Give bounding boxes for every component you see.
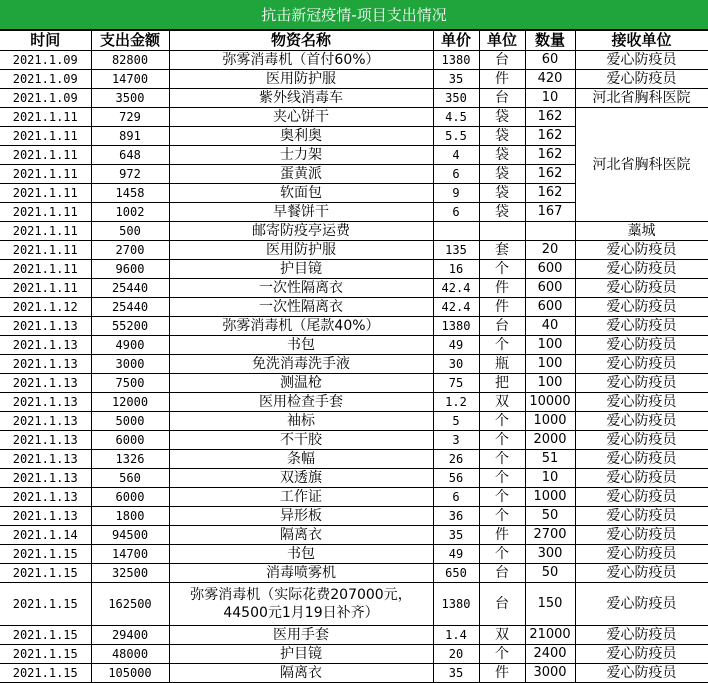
cell-price: 42.4 (433, 298, 479, 317)
cell-date: 2021.1.13 (0, 374, 91, 393)
cell-unit: 套 (479, 241, 525, 260)
cell-price: 6 (433, 203, 479, 222)
cell-unit: 个 (479, 545, 525, 564)
cell-item: 弥雾消毒机（首付60%） (169, 51, 433, 70)
cell-qty: 51 (525, 450, 575, 469)
cell-date: 2021.1.11 (0, 260, 91, 279)
cell-unit: 个 (479, 260, 525, 279)
cell-price: 1380 (433, 317, 479, 336)
cell-unit: 件 (479, 526, 525, 545)
cell-item: 邮寄防疫亭运费 (169, 222, 433, 241)
cell-recv: 爱心防疫员 (575, 51, 708, 70)
cell-qty: 1000 (525, 488, 575, 507)
cell-date: 2021.1.09 (0, 70, 91, 89)
cell-date: 2021.1.15 (0, 645, 91, 664)
cell-unit: 个 (479, 336, 525, 355)
cell-qty: 50 (525, 507, 575, 526)
cell-amount: 6000 (91, 488, 169, 507)
cell-price: 5 (433, 412, 479, 431)
header-item: 物资名称 (169, 31, 433, 51)
cell-qty: 10 (525, 89, 575, 108)
cell-amount: 1326 (91, 450, 169, 469)
cell-price: 35 (433, 664, 479, 683)
cell-amount: 2700 (91, 241, 169, 260)
header-amount: 支出金额 (91, 31, 169, 51)
cell-date: 2021.1.14 (0, 526, 91, 545)
cell-unit: 袋 (479, 165, 525, 184)
cell-item: 弥雾消毒机（尾款40%） (169, 317, 433, 336)
cell-recv-merged: 河北省胸科医院 (575, 108, 708, 222)
cell-qty: 2000 (525, 431, 575, 450)
cell-item: 弥雾消毒机（实际花费207000元，44500元1月19日补齐） (169, 583, 433, 626)
cell-qty: 60 (525, 51, 575, 70)
cell-amount: 48000 (91, 645, 169, 664)
cell-price: 6 (433, 488, 479, 507)
cell-amount: 1458 (91, 184, 169, 203)
cell-item: 医用手套 (169, 626, 433, 645)
cell-date: 2021.1.11 (0, 222, 91, 241)
cell-amount: 25440 (91, 298, 169, 317)
cell-price: 26 (433, 450, 479, 469)
cell-price: 350 (433, 89, 479, 108)
header-row (0, 31, 708, 51)
cell-qty: 162 (525, 165, 575, 184)
cell-price: 75 (433, 374, 479, 393)
cell-qty: 162 (525, 146, 575, 165)
cell-item: 紫外线消毒车 (169, 89, 433, 108)
table-row (0, 241, 708, 260)
cell-price (433, 222, 479, 241)
cell-item: 测温枪 (169, 374, 433, 393)
cell-recv: 爱心防疫员 (575, 431, 708, 450)
cell-price: 1380 (433, 51, 479, 70)
cell-amount: 500 (91, 222, 169, 241)
cell-date: 2021.1.15 (0, 664, 91, 683)
cell-item: 士力架 (169, 146, 433, 165)
cell-unit (479, 222, 525, 241)
cell-recv: 爱心防疫员 (575, 545, 708, 564)
table-row (0, 336, 708, 355)
cell-date: 2021.1.11 (0, 241, 91, 260)
cell-date: 2021.1.11 (0, 108, 91, 127)
cell-amount: 32500 (91, 564, 169, 583)
header-date: 时间 (0, 31, 91, 51)
cell-price: 1.4 (433, 626, 479, 645)
table-row (0, 664, 708, 683)
cell-item: 异形板 (169, 507, 433, 526)
cell-amount: 1800 (91, 507, 169, 526)
cell-qty: 100 (525, 355, 575, 374)
cell-item: 双透旗 (169, 469, 433, 488)
cell-price: 4 (433, 146, 479, 165)
header-recv: 接收单位 (575, 31, 708, 51)
cell-item: 护目镜 (169, 645, 433, 664)
cell-date: 2021.1.15 (0, 545, 91, 564)
cell-amount: 12000 (91, 393, 169, 412)
cell-price: 49 (433, 336, 479, 355)
cell-date: 2021.1.13 (0, 412, 91, 431)
cell-recv: 爱心防疫员 (575, 526, 708, 545)
cell-price: 42.4 (433, 279, 479, 298)
cell-qty: 10 (525, 469, 575, 488)
cell-price: 1380 (433, 583, 479, 626)
cell-recv: 爱心防疫员 (575, 241, 708, 260)
cell-item: 医用防护服 (169, 70, 433, 89)
cell-date: 2021.1.11 (0, 127, 91, 146)
cell-qty: 420 (525, 70, 575, 89)
cell-item: 软面包 (169, 184, 433, 203)
cell-item: 医用检查手套 (169, 393, 433, 412)
table-row (0, 488, 708, 507)
cell-price: 30 (433, 355, 479, 374)
cell-amount: 891 (91, 127, 169, 146)
cell-amount: 3000 (91, 355, 169, 374)
cell-amount: 9600 (91, 260, 169, 279)
cell-unit: 件 (479, 279, 525, 298)
cell-amount: 6000 (91, 431, 169, 450)
table-row (0, 583, 708, 626)
table-row (0, 70, 708, 89)
cell-unit: 件 (479, 664, 525, 683)
cell-recv: 爱心防疫员 (575, 374, 708, 393)
cell-item: 隔离衣 (169, 526, 433, 545)
cell-amount: 25440 (91, 279, 169, 298)
cell-recv: 爱心防疫员 (575, 626, 708, 645)
header-unit: 单位 (479, 31, 525, 51)
table-row (0, 260, 708, 279)
cell-item: 早餐饼干 (169, 203, 433, 222)
table-row (0, 469, 708, 488)
cell-qty: 3000 (525, 664, 575, 683)
cell-unit: 台 (479, 583, 525, 626)
cell-qty: 21000 (525, 626, 575, 645)
cell-date: 2021.1.09 (0, 51, 91, 70)
cell-item: 书包 (169, 545, 433, 564)
cell-amount: 162500 (91, 583, 169, 626)
cell-unit: 个 (479, 469, 525, 488)
cell-date: 2021.1.13 (0, 336, 91, 355)
table-row (0, 545, 708, 564)
cell-price: 9 (433, 184, 479, 203)
cell-amount: 1002 (91, 203, 169, 222)
cell-qty: 600 (525, 260, 575, 279)
cell-unit: 袋 (479, 108, 525, 127)
cell-recv: 爱心防疫员 (575, 260, 708, 279)
cell-recv: 爱心防疫员 (575, 70, 708, 89)
cell-recv: 爱心防疫员 (575, 336, 708, 355)
table-row (0, 279, 708, 298)
cell-qty: 150 (525, 583, 575, 626)
table-row (0, 507, 708, 526)
cell-date: 2021.1.13 (0, 393, 91, 412)
cell-qty: 162 (525, 184, 575, 203)
table-row (0, 431, 708, 450)
table-body (0, 51, 708, 683)
cell-price: 35 (433, 70, 479, 89)
cell-unit: 台 (479, 317, 525, 336)
table-row (0, 355, 708, 374)
cell-item: 一次性隔离衣 (169, 279, 433, 298)
cell-date: 2021.1.13 (0, 507, 91, 526)
cell-unit: 双 (479, 393, 525, 412)
header-price: 单价 (433, 31, 479, 51)
cell-date: 2021.1.13 (0, 317, 91, 336)
cell-recv: 爱心防疫员 (575, 298, 708, 317)
table-row (0, 626, 708, 645)
cell-recv: 爱心防疫员 (575, 564, 708, 583)
cell-item: 奥利奥 (169, 127, 433, 146)
table-row (0, 374, 708, 393)
table-row (0, 412, 708, 431)
cell-recv: 爱心防疫员 (575, 469, 708, 488)
cell-amount: 29400 (91, 626, 169, 645)
cell-recv: 爱心防疫员 (575, 664, 708, 683)
cell-amount: 4900 (91, 336, 169, 355)
cell-qty: 50 (525, 564, 575, 583)
table-row (0, 317, 708, 336)
cell-unit: 袋 (479, 203, 525, 222)
table-row (0, 298, 708, 317)
cell-amount: 14700 (91, 70, 169, 89)
table-row (0, 526, 708, 545)
cell-qty (525, 222, 575, 241)
cell-item: 隔离衣 (169, 664, 433, 683)
cell-item: 书包 (169, 336, 433, 355)
cell-price: 16 (433, 260, 479, 279)
cell-price: 135 (433, 241, 479, 260)
cell-date: 2021.1.13 (0, 488, 91, 507)
cell-qty: 300 (525, 545, 575, 564)
cell-item: 蛋黄派 (169, 165, 433, 184)
cell-recv: 爱心防疫员 (575, 393, 708, 412)
table-row (0, 51, 708, 70)
cell-unit: 双 (479, 626, 525, 645)
cell-qty: 40 (525, 317, 575, 336)
table-row (0, 564, 708, 583)
cell-qty: 600 (525, 298, 575, 317)
cell-recv: 爱心防疫员 (575, 412, 708, 431)
cell-price: 49 (433, 545, 479, 564)
cell-item: 消毒喷雾机 (169, 564, 433, 583)
cell-item: 夹心饼干 (169, 108, 433, 127)
cell-date: 2021.1.13 (0, 469, 91, 488)
cell-item: 免洗消毒洗手液 (169, 355, 433, 374)
cell-qty: 2700 (525, 526, 575, 545)
cell-item: 工作证 (169, 488, 433, 507)
cell-date: 2021.1.15 (0, 626, 91, 645)
cell-recv: 爱心防疫员 (575, 645, 708, 664)
sheet-title: 抗击新冠疫情-项目支出情况 (0, 0, 708, 30)
cell-item: 不干胶 (169, 431, 433, 450)
cell-unit: 件 (479, 70, 525, 89)
cell-unit: 个 (479, 412, 525, 431)
cell-amount: 82800 (91, 51, 169, 70)
cell-date: 2021.1.12 (0, 298, 91, 317)
cell-recv: 爱心防疫员 (575, 450, 708, 469)
cell-recv: 爱心防疫员 (575, 488, 708, 507)
cell-unit: 台 (479, 564, 525, 583)
cell-amount: 560 (91, 469, 169, 488)
cell-unit: 台 (479, 89, 525, 108)
table-row (0, 108, 708, 127)
cell-price: 650 (433, 564, 479, 583)
cell-price: 20 (433, 645, 479, 664)
cell-qty: 162 (525, 127, 575, 146)
cell-qty: 100 (525, 374, 575, 393)
cell-price: 3 (433, 431, 479, 450)
cell-unit: 瓶 (479, 355, 525, 374)
cell-qty: 167 (525, 203, 575, 222)
cell-amount: 972 (91, 165, 169, 184)
cell-unit: 个 (479, 507, 525, 526)
cell-unit: 台 (479, 51, 525, 70)
cell-qty: 20 (525, 241, 575, 260)
cell-recv: 爱心防疫员 (575, 279, 708, 298)
cell-item: 医用防护服 (169, 241, 433, 260)
cell-item: 条幅 (169, 450, 433, 469)
cell-recv: 爱心防疫员 (575, 317, 708, 336)
cell-price: 36 (433, 507, 479, 526)
cell-amount: 648 (91, 146, 169, 165)
cell-price: 4.5 (433, 108, 479, 127)
cell-price: 56 (433, 469, 479, 488)
cell-date: 2021.1.11 (0, 165, 91, 184)
cell-amount: 5000 (91, 412, 169, 431)
cell-recv: 爱心防疫员 (575, 583, 708, 626)
expense-table (0, 30, 708, 683)
table-row (0, 393, 708, 412)
cell-unit: 袋 (479, 146, 525, 165)
cell-date: 2021.1.13 (0, 450, 91, 469)
cell-qty: 600 (525, 279, 575, 298)
cell-unit: 件 (479, 298, 525, 317)
cell-date: 2021.1.13 (0, 431, 91, 450)
cell-amount: 7500 (91, 374, 169, 393)
cell-unit: 个 (479, 450, 525, 469)
cell-unit: 个 (479, 431, 525, 450)
cell-qty: 1000 (525, 412, 575, 431)
cell-amount: 14700 (91, 545, 169, 564)
cell-amount: 105000 (91, 664, 169, 683)
cell-amount: 94500 (91, 526, 169, 545)
cell-price: 5.5 (433, 127, 479, 146)
cell-recv: 河北省胸科医院 (575, 89, 708, 108)
cell-date: 2021.1.11 (0, 146, 91, 165)
cell-date: 2021.1.15 (0, 564, 91, 583)
cell-date: 2021.1.15 (0, 583, 91, 626)
cell-amount: 55200 (91, 317, 169, 336)
cell-unit: 袋 (479, 184, 525, 203)
cell-item: 护目镜 (169, 260, 433, 279)
cell-unit: 个 (479, 488, 525, 507)
header-qty: 数量 (525, 31, 575, 51)
cell-amount: 3500 (91, 89, 169, 108)
cell-qty: 100 (525, 336, 575, 355)
table-row (0, 450, 708, 469)
cell-qty: 2400 (525, 645, 575, 664)
cell-date: 2021.1.11 (0, 279, 91, 298)
cell-unit: 个 (479, 645, 525, 664)
cell-date: 2021.1.13 (0, 355, 91, 374)
cell-qty: 10000 (525, 393, 575, 412)
cell-price: 35 (433, 526, 479, 545)
cell-date: 2021.1.09 (0, 89, 91, 108)
cell-recv: 爱心防疫员 (575, 355, 708, 374)
cell-date: 2021.1.11 (0, 203, 91, 222)
cell-amount: 729 (91, 108, 169, 127)
cell-item: 袖标 (169, 412, 433, 431)
table-row (0, 645, 708, 664)
table-row (0, 89, 708, 108)
cell-recv: 藁城 (575, 222, 708, 241)
cell-unit: 袋 (479, 127, 525, 146)
cell-recv: 爱心防疫员 (575, 507, 708, 526)
cell-price: 1.2 (433, 393, 479, 412)
cell-qty: 162 (525, 108, 575, 127)
cell-price: 6 (433, 165, 479, 184)
table-row (0, 222, 708, 241)
cell-unit: 把 (479, 374, 525, 393)
cell-item: 一次性隔离衣 (169, 298, 433, 317)
cell-date: 2021.1.11 (0, 184, 91, 203)
